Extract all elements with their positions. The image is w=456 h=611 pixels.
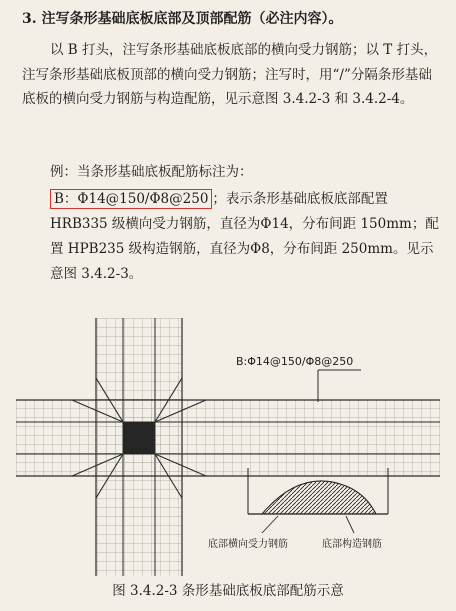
drawing-annotation-label: B:Φ14@150/Φ8@250 bbox=[236, 355, 354, 368]
figure-drawing bbox=[16, 318, 440, 576]
label-bottom-transverse-rebar: 底部横向受力钢筋 bbox=[208, 539, 288, 550]
highlighted-annotation: B：Φ14@150/Φ8@250 bbox=[50, 189, 212, 209]
figure-caption: 图 3.4.2-3 条形基础底板底部配筋示意 bbox=[112, 583, 344, 599]
example-label: 例：当条形基础底板配筋标注为： bbox=[50, 164, 253, 180]
section-heading: 3. 注写条形基础底板底部及顶部配筋（必注内容）。 bbox=[22, 11, 343, 27]
example-body bbox=[50, 187, 442, 287]
horizontal-footing bbox=[16, 400, 440, 476]
rebar-layout-drawing bbox=[16, 318, 440, 576]
section-paragraph: 以 B 打头，注写条形基础底板底部的横向受力钢筋；以 T 打头，注写条形基础底板顶部的横向受力钢筋；注写时，用“/”分隔条形基础底板的横向受力钢筋与构造配筋，见示意图 3.4.2-3 和 3.4.2-4。 bbox=[22, 42, 438, 107]
example-description: ；表示条形基础底板底部配置 HRB335 级横向受力钢筋，直径为Φ14，分布间距 150mm；配置 HPB235 级构造钢筋，直径为Φ8，分布间距 250mm。见示意图 3.4.2-3。 bbox=[50, 191, 439, 282]
label-bottom-construction-rebar: 底部构造钢筋 bbox=[322, 539, 382, 550]
column-square bbox=[123, 422, 155, 454]
